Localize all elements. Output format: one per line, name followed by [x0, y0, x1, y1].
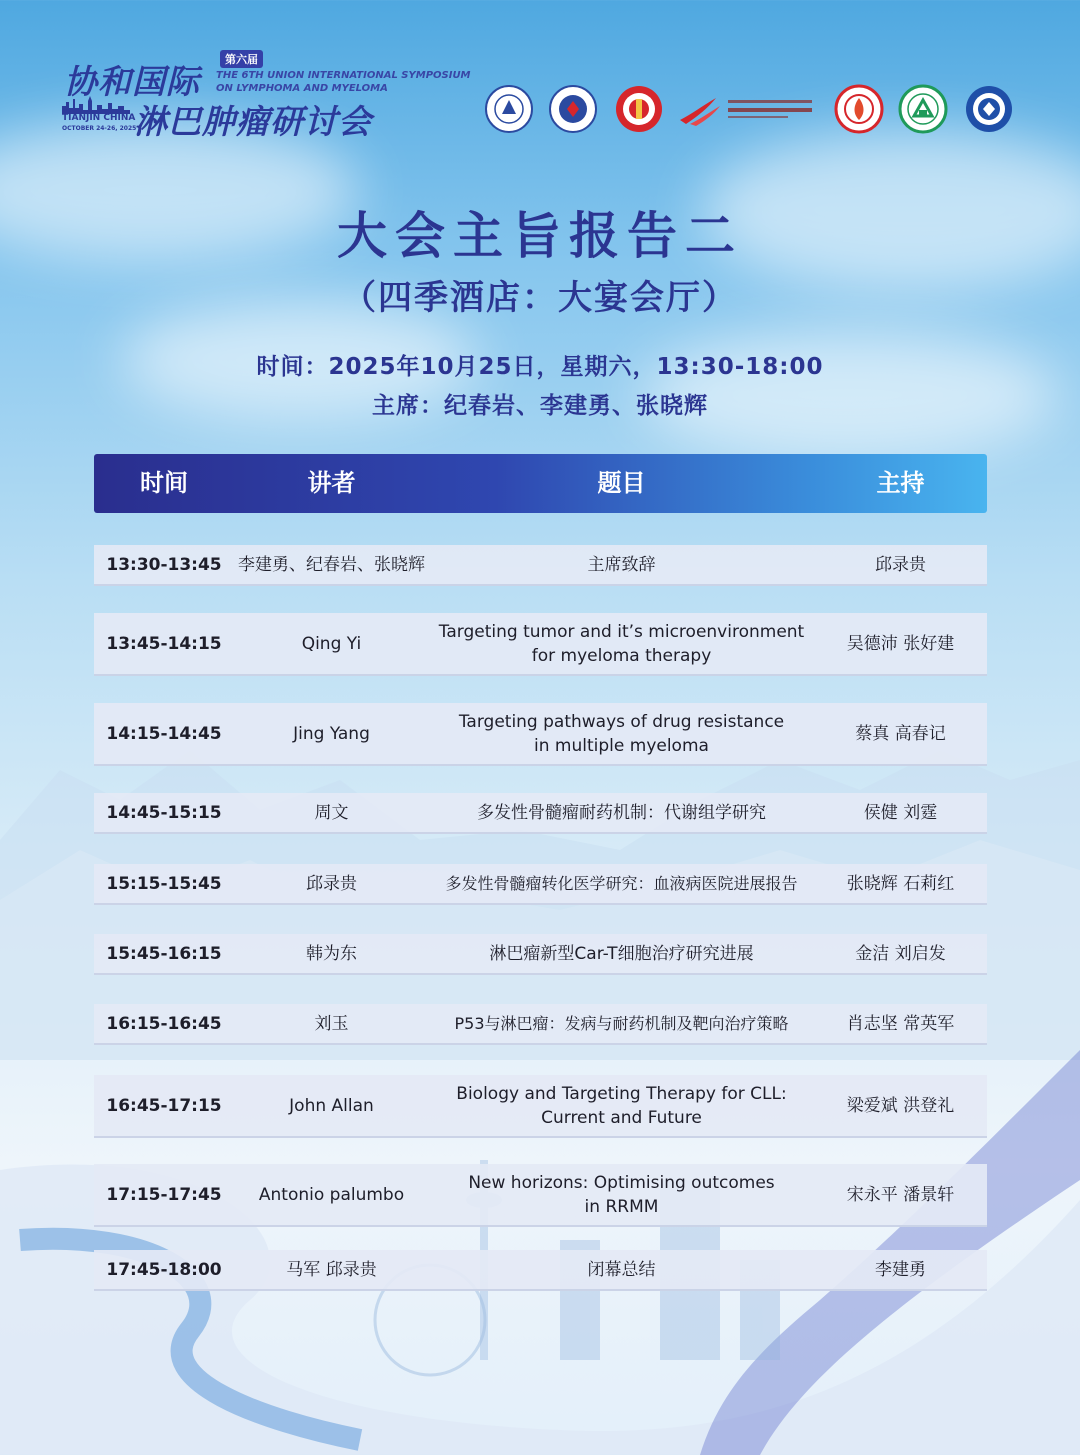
row-speaker: 邱录贵	[306, 873, 357, 894]
table-row	[94, 613, 987, 676]
row-moderator: 李建勇	[875, 1259, 926, 1280]
symposium-logo	[62, 50, 471, 141]
row-time: 14:15-14:45	[106, 723, 222, 744]
table-row	[94, 1164, 987, 1227]
row-speaker: Jing Yang	[293, 723, 370, 744]
row-moderator: 蔡真 高春记	[855, 723, 946, 744]
table-row	[94, 545, 987, 586]
header-speaker: 讲者	[307, 469, 356, 497]
row-time: 14:45-15:15	[106, 802, 222, 823]
row-time: 16:15-16:45	[106, 1013, 222, 1034]
row-moderator: 张晓辉 石莉红	[846, 873, 955, 894]
table-row	[94, 1004, 987, 1045]
organizer-emblem-2-icon	[548, 84, 598, 134]
logo-english-line1: THE 6TH UNION INTERNATIONAL SYMPOSIUM	[216, 70, 471, 81]
row-speaker: 李建勇、纪春岩、张晓辉	[238, 554, 425, 575]
venue: （四季酒店：大宴会厅）	[342, 278, 738, 318]
row-moderator: 邱录贵	[875, 554, 926, 575]
row-moderator: 侯健 刘霆	[863, 802, 938, 823]
table-row	[94, 793, 987, 834]
row-time: 13:30-13:45	[106, 554, 222, 575]
table-row	[94, 1250, 987, 1291]
row-topic: Targeting tumor and it’s microenvironment for myeloma therapy	[438, 621, 805, 666]
row-moderator: 金洁 刘启发	[855, 943, 946, 964]
page-title: 大会主旨报告二	[337, 206, 743, 265]
row-speaker: John Allan	[289, 1095, 374, 1116]
logo-english-line2: ON LYMPHOMA AND MYELOMA	[216, 83, 388, 94]
row-moderator: 吴德沛 张好建	[846, 633, 955, 654]
row-speaker: Qing Yi	[301, 633, 362, 654]
table-row	[94, 1075, 987, 1138]
row-speaker: 韩为东	[306, 943, 357, 964]
row-topic: 主席致辞	[587, 554, 656, 575]
logo-city: TIANJIN CHINA	[62, 113, 136, 123]
row-speaker: 马军 邱录贵	[286, 1259, 377, 1280]
row-time: 15:15-15:45	[106, 873, 222, 894]
row-speaker: 周文	[314, 802, 349, 823]
row-time: 16:45-17:15	[106, 1095, 222, 1116]
organizer-emblem-3-icon	[614, 84, 664, 134]
logo-edition-badge: 第六届	[220, 50, 263, 68]
row-moderator: 肖志坚 常英军	[846, 1013, 955, 1034]
schedule-table-header	[94, 454, 987, 513]
session-time: 时间：2025年10月25日，星期六，13:30-18:00	[256, 354, 824, 380]
row-moderator: 宋永平 潘景轩	[846, 1184, 955, 1205]
row-topic: 多发性骨髓瘤转化医学研究：血液病医院进展报告	[445, 873, 798, 893]
table-row	[94, 934, 987, 975]
logo-dates: OCTOBER 24-26, 2025	[62, 125, 137, 132]
row-time: 17:15-17:45	[106, 1184, 222, 1205]
organizer-emblem-7-icon	[964, 84, 1014, 134]
row-moderator: 梁爱斌 洪登礼	[846, 1095, 955, 1116]
header-time: 时间	[140, 469, 188, 497]
organizer-emblem-1-icon	[484, 84, 534, 134]
row-topic: Biology and Targeting Therapy for CLL: Current and Future	[456, 1083, 787, 1128]
header-moderator: 主持	[876, 469, 925, 497]
skyline-icon	[62, 96, 130, 114]
header-topic: 题目	[597, 469, 646, 497]
logo-title-line2: 淋巴肿瘤研讨会	[134, 102, 372, 141]
row-time: 17:45-18:00	[106, 1259, 222, 1280]
row-time: 15:45-16:15	[106, 943, 222, 964]
organizer-emblem-6-icon	[898, 84, 948, 134]
row-speaker: Antonio palumbo	[258, 1184, 405, 1205]
table-row	[94, 864, 987, 905]
row-topic: New horizons: Optimising outcomes in RRMM	[468, 1172, 775, 1217]
table-row	[94, 703, 987, 766]
row-time: 13:45-14:15	[106, 633, 222, 654]
ink-swirl-decoration	[0, 1000, 1080, 1455]
row-topic: Targeting pathways of drug resistance in multiple myeloma	[458, 711, 785, 756]
logo-title-line1: 协和国际	[64, 62, 200, 101]
session-chairs: 主席：纪春岩、李建勇、张晓辉	[372, 393, 708, 419]
row-topic: 闭幕总结	[587, 1259, 656, 1280]
row-topic: 多发性骨髓瘤耐药机制：代谢组学研究	[477, 802, 766, 823]
row-topic: 淋巴瘤新型Car-T细胞治疗研究进展	[489, 943, 754, 964]
organizer-emblem-4-icon	[676, 84, 816, 134]
organizer-emblem-5-icon	[834, 84, 884, 134]
row-topic: P53与淋巴瘤：发病与耐药机制及靶向治疗策略	[454, 1013, 789, 1033]
row-speaker: 刘玉	[314, 1013, 349, 1034]
